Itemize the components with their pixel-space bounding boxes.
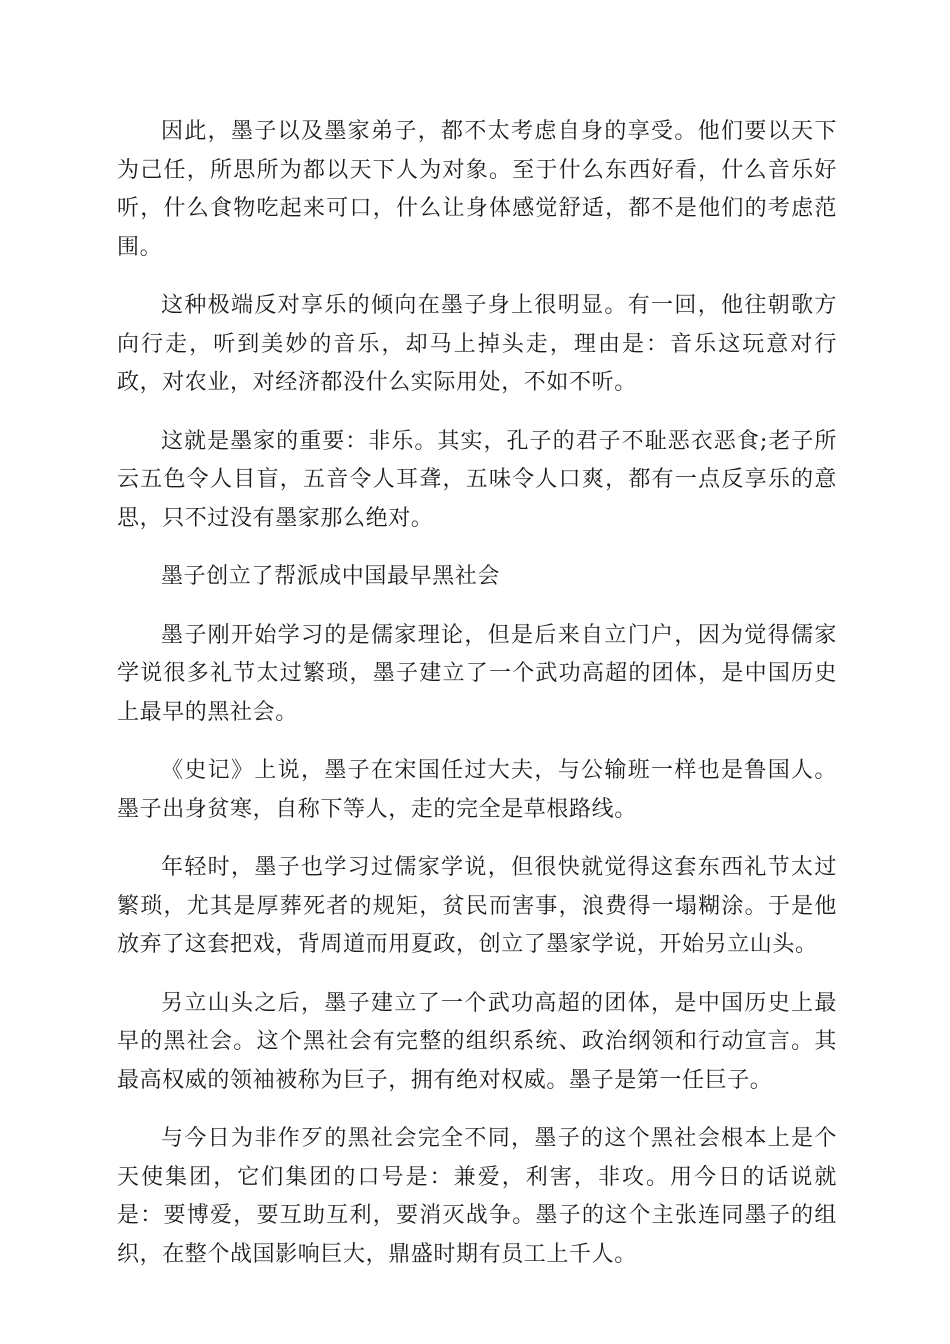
paragraph-7: 年轻时，墨子也学习过儒家学说，但很快就觉得这套东西礼节太过繁琐，尤其是厚葬死者的规矩，贫民而害事，浪费得一塌糊涂。于是他放弃了这套把戏，背周道而用夏政，创立了墨家学说，开始另立山头。 bbox=[117, 855, 837, 957]
document-body bbox=[117, 113, 837, 1294]
paragraph-5: 墨子刚开始学习的是儒家理论，但是后来自立门户，因为觉得儒家学说很多礼节太过繁琐，墨子建立了一个武功高超的团体，是中国历史上最早的黑社会。 bbox=[117, 622, 837, 725]
paragraph-3: 这就是墨家的重要：非乐。其实，孔子的君子不耻恶衣恶食;老子所云五色令人目盲，五音令人耳聋，五味令人口爽，都有一点反享乐的意思，只不过没有墨家那么绝对。 bbox=[117, 428, 837, 531]
paragraph-1: 因此，墨子以及墨家弟子，都不太考虑自身的享受。他们要以天下为己任，所思所为都以天下人为对象。至于什么东西好看，什么音乐好听，什么食物吃起来可口，什么让身体感觉舒适，都不是他们的考虑范围。 bbox=[117, 119, 837, 260]
paragraph-8: 另立山头之后，墨子建立了一个武功高超的团体，是中国历史上最早的黑社会。这个黑社会有完整的组织系统、政治纲领和行动宣言。其最高权威的领袖被称为巨子，拥有绝对权威。墨子是第一任巨子。 bbox=[117, 990, 837, 1093]
section-heading: 墨子创立了帮派成中国最早黑社会 bbox=[161, 564, 501, 589]
paragraph-6: 《史记》上说，墨子在宋国任过大夫，与公输班一样也是鲁国人。墨子出身贫寒，自称下等人，走的完全是草根路线。 bbox=[117, 758, 837, 822]
paragraph-9: 与今日为非作歹的黑社会完全不同，墨子的这个黑社会根本上是个天使集团，它们集团的口号是：兼爱，利害，非攻。用今日的话说就是：要博爱，要互助互利，要消灭战争。墨子的这个主张连同墨子的组织，在整个战国影响巨大，鼎盛时期有员工上千人。 bbox=[117, 1126, 837, 1267]
paragraph-2: 这种极端反对享乐的倾向在墨子身上很明显。有一回，他往朝歌方向行走，听到美妙的音乐，却马上掉头走，理由是：音乐这玩意对行政，对农业，对经济都没什么实际用处，不如不听。 bbox=[117, 293, 837, 395]
